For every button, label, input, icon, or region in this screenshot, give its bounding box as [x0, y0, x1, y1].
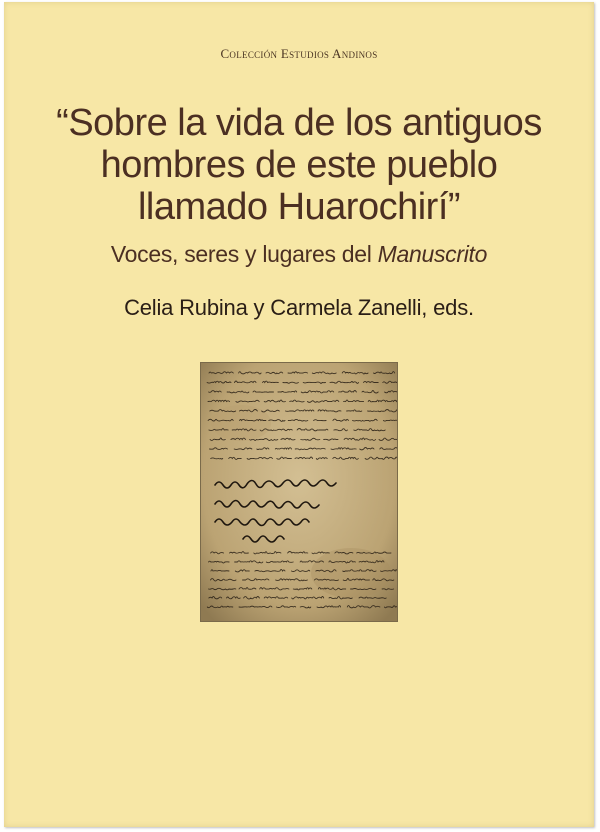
title-line-1: “Sobre la vida de los antiguos	[56, 102, 542, 144]
subtitle-text: Voces, seres y lugares del	[110, 241, 378, 267]
book-subtitle	[4, 241, 594, 268]
book-title	[44, 102, 554, 228]
subtitle-emphasis: Manuscrito	[377, 241, 488, 267]
manuscript-image	[201, 363, 397, 621]
manuscript-handwriting-illustration	[201, 363, 397, 621]
book-cover	[4, 2, 594, 827]
title-line-2: hombres de este pueblo	[100, 144, 498, 186]
editors: Celia Rubina y Carmela Zanelli, eds.	[124, 295, 474, 320]
series-title: Colección Estudios Andinos	[220, 46, 378, 61]
title-line-3: llamado Huarochirí”	[137, 186, 461, 228]
